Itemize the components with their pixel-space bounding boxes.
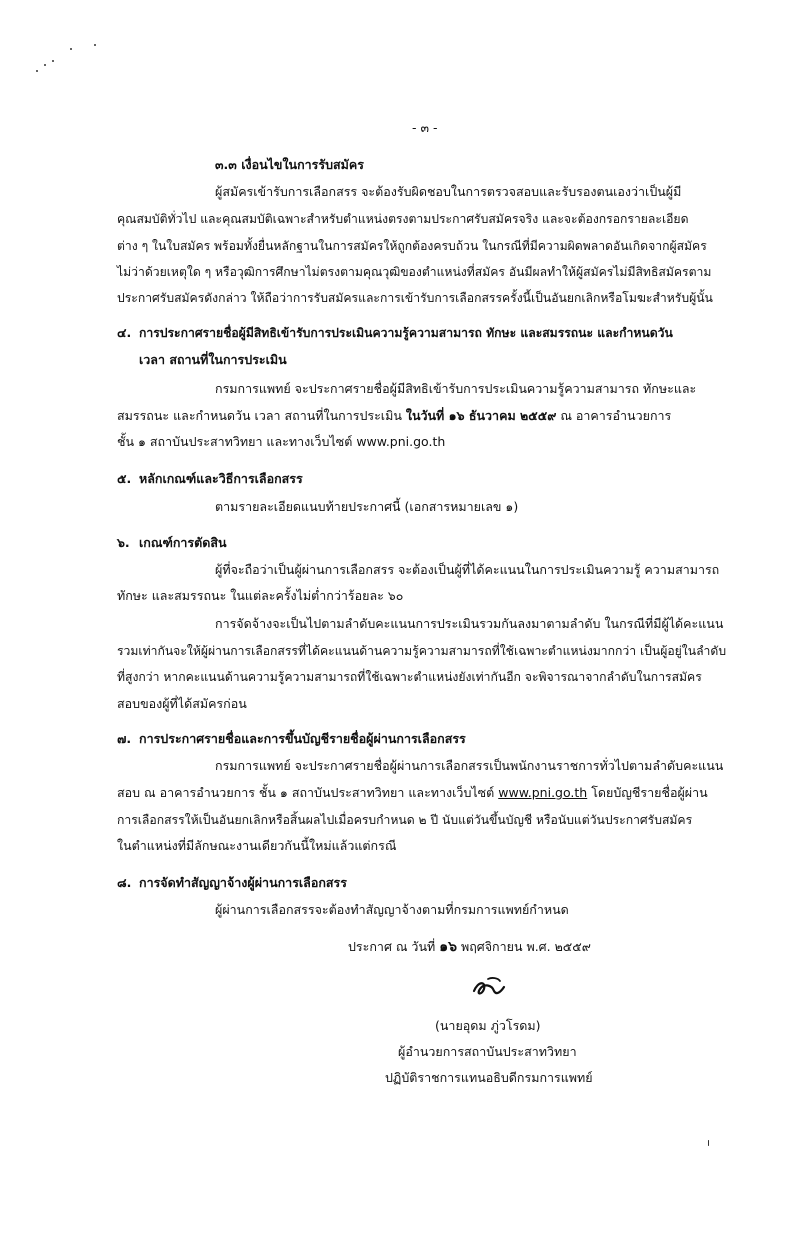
section-4-heading-cont: เวลา สถานที่ในการประเมิน [139, 352, 287, 367]
section-7-heading: การประกาศรายชื่อและการขึ้นบัญชีรายชื่อผู้ผ่านการเลือกสรร [139, 731, 466, 746]
announcement-date [348, 940, 591, 954]
announcement-month-year: พฤศจิกายน พ.ศ. ๒๕๕๙ [457, 939, 591, 954]
scan-speck [70, 48, 72, 50]
website-link[interactable]: www.pni.go.th [498, 785, 588, 800]
section-5-number: ๕. [117, 471, 132, 486]
section-6-line: สอบของผู้ที่ได้สมัครก่อน [117, 696, 247, 711]
section-7-line: กรมการแพทย์ จะประกาศรายชื่อผู้ผ่านการเลือกสรรเป็นพนักงานราชการทั่วไปตามลำดับคะแนน [215, 758, 724, 773]
section-5-line: ตามรายละเอียดแนบท้ายประกาศนี้ (เอกสารหมายเลข ๑) [215, 499, 519, 514]
section-7-line: ในตำแหน่งที่มีลักษณะงานเดียวกันนี้ใหม่แล้วแต่กรณี [117, 838, 397, 853]
page-number: - ๓ - [412, 120, 438, 135]
section-6-number: ๖. [117, 535, 130, 550]
section-3-3-line: คุณสมบัติทั่วไป และคุณสมบัติเฉพาะสำหรับตำแหน่งตรงตามประกาศรับสมัครจริง และจะต้องกรอกรายละเอียด [117, 212, 689, 226]
scan-speck [708, 1140, 709, 1146]
scan-speck [36, 70, 38, 72]
signer-name: (นายอุดม ภู่วโรดม) [435, 1018, 541, 1033]
section-3-3-line: ต่าง ๆ ในใบสมัคร พร้อมทั้งยื่นหลักฐานในการสมัครให้ถูกต้องครบถ้วน ในกรณีที่มีความผิดพลาดอันเกิดจากผู้สมัคร [117, 239, 707, 253]
section-3-3-line: ผู้สมัครเข้ารับการเลือกสรร จะต้องรับผิดชอบในการตรวจสอบและรับรองตนเองว่าเป็นผู้มี [215, 184, 682, 199]
section-6-line: ที่สูงกว่า หากคะแนนด้านความรู้ความสามารถที่ใช้เฉพาะตำแหน่งยังเท่ากันอีก จะพิจารณาจากลำดับในการสมัคร [117, 670, 702, 684]
section-6-heading: เกณฑ์การตัดสิน [139, 535, 227, 550]
section-3-3-line: ไม่ว่าด้วยเหตุใด ๆ หรือวุฒิการศึกษาไม่ตรงตามคุณวุฒิของตำแหน่งที่สมัคร อันมีผลทำให้ผู้สมัครไม่มีสิทธิสมัครตาม [117, 265, 712, 279]
section-8-heading: การจัดทำสัญญาจ้างผู้ผ่านการเลือกสรร [139, 875, 347, 890]
section-7-text: สอบ ณ อาคารอำนวยการ ชั้น ๑ สถาบันประสาทวิทยา และทางเว็บไซต์ [117, 785, 499, 800]
section-8-line: ผู้ผ่านการเลือกสรรจะต้องทำสัญญาจ้างตามที่กรมการแพทย์กำหนด [215, 902, 569, 917]
signer-acting-position: ปฏิบัติราชการแทนอธิบดีกรมการแพทย์ [385, 1070, 593, 1085]
section-4-line: กรมการแพทย์ จะประกาศรายชื่อผู้มีสิทธิเข้ารับการประเมินความรู้ความสามารถ ทักษะและ [215, 381, 697, 396]
section-6-line: ทักษะ และสมรรถนะ ในแต่ละครั้งไม่ต่ำกว่าร้อยละ ๖๐ [117, 588, 404, 603]
announcement-prefix: ประกาศ ณ วันที่ [348, 939, 440, 954]
section-4-heading: การประกาศรายชื่อผู้มีสิทธิเข้ารับการประเมินความรู้ความสามารถ ทักษะ และสมรรถนะ และกำหนดวัน [139, 326, 673, 340]
section-6-line: การจัดจ้างจะเป็นไปตามลำดับคะแนนการประเมินรวมกันลงมาตามลำดับ ในกรณีที่มีผู้ได้คะแนน [215, 616, 724, 631]
section-7-line: การเลือกสรรให้เป็นอันยกเลิกหรือสิ้นผลไปเมื่อครบกำหนด ๒ ปี นับแต่วันขึ้นบัญชี หรือนับแต่วันประกาศรับสมัคร [117, 813, 693, 827]
section-4-line [117, 410, 671, 423]
section-4-number: ๔. [117, 325, 132, 340]
section-7-line [117, 787, 708, 800]
scan-speck [44, 64, 46, 66]
section-7-text: โดยบัญชีรายชื่อผู้ผ่าน [587, 785, 708, 800]
scan-speck [94, 44, 96, 46]
announcement-day: ๑๖ [439, 939, 457, 955]
exam-date: ในวันที่ ๑๖ ธันวาคม ๒๕๕๙ [405, 408, 557, 423]
section-7-number: ๗. [117, 731, 132, 746]
section-6-line: ผู้ที่จะถือว่าเป็นผู้ผ่านการเลือกสรร จะต้องเป็นผู้ที่ได้คะแนนในการประเมินความรู้ ความสามารถ [215, 562, 720, 577]
section-4-line: ชั้น ๑ สถาบันประสาทวิทยา และทางเว็บไซต์ www.pni.go.th [117, 434, 446, 449]
section-3-3-heading: ๓.๓ เงื่อนไขในการรับสมัคร [215, 157, 364, 172]
section-4-text: สมรรถนะ และกำหนดวัน เวลา สถานที่ในการประเมิน [117, 408, 406, 423]
section-3-3-line: ประกาศรับสมัครดังกล่าว ให้ถือว่าการรับสมัครและการเข้ารับการเลือกสรรครั้งนี้เป็นอันยกเลิกหรือโมฆะสำหรับผู้นั้น [117, 291, 713, 305]
signer-position: ผู้อำนวยการสถาบันประสาทวิทยา [398, 1044, 577, 1059]
section-4-text: ณ อาคารอำนวยการ [556, 408, 672, 423]
signature-image [470, 975, 510, 1003]
section-6-line: รวมเท่ากันจะให้ผู้ผ่านการเลือกสรรที่ได้คะแนนด้านความรู้ความสามารถที่ใช้เฉพาะตำแหน่งมากกว่า เป็นผู้อยู่ในลำดับ [117, 644, 727, 658]
section-5-heading: หลักเกณฑ์และวิธีการเลือกสรร [139, 471, 303, 486]
section-8-number: ๘. [117, 875, 132, 890]
scan-speck [52, 60, 54, 62]
